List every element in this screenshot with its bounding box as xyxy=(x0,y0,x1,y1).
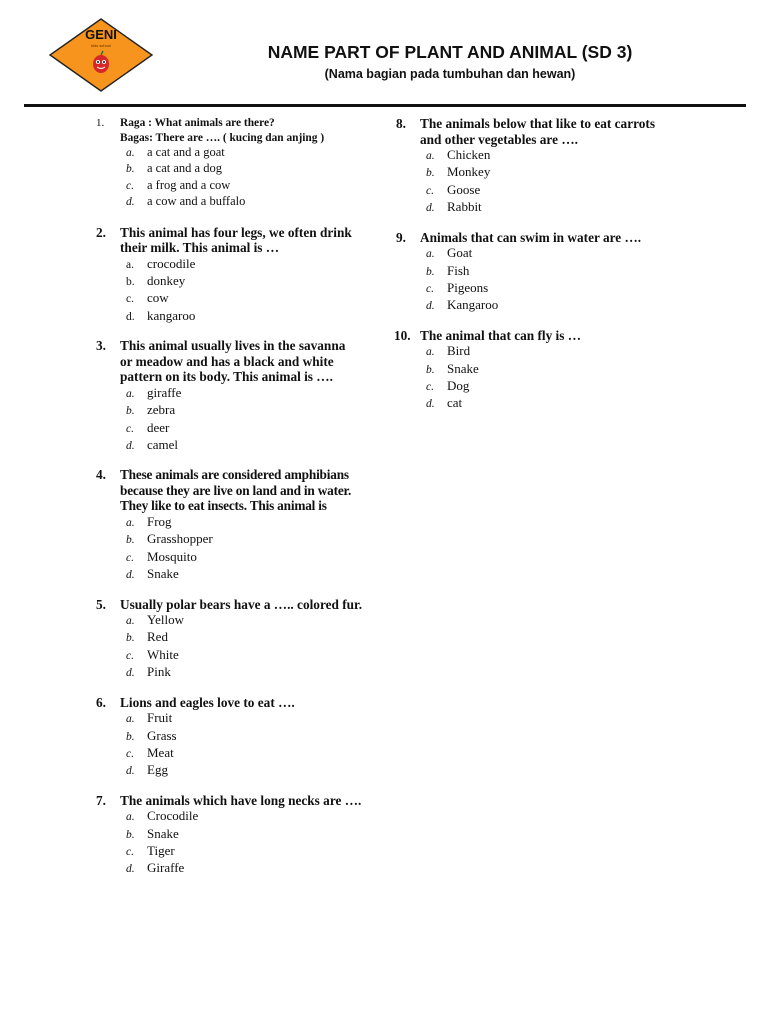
logo-tagline: kids school xyxy=(91,43,111,48)
answer-option[interactable]: b. Monkey xyxy=(426,164,491,180)
question-line: or meadow and has a black and white xyxy=(120,353,334,369)
answer-option[interactable]: c. White xyxy=(126,646,179,662)
answer-option[interactable]: c. Mosquito xyxy=(126,548,197,564)
question-line: because they are live on land and in water. xyxy=(120,482,352,498)
question-line: The animals below that like to eat carrots xyxy=(420,116,656,131)
question-text xyxy=(420,230,686,246)
question-line: They like to eat insects. This animal is xyxy=(120,498,327,514)
answer-options xyxy=(420,245,686,315)
question-text xyxy=(120,597,386,613)
answer-option[interactable]: b. zebra xyxy=(126,402,176,418)
question-8 xyxy=(396,116,686,217)
answer-option[interactable]: a. a cat and a goat xyxy=(126,145,225,159)
question-1 xyxy=(96,116,386,211)
question-text xyxy=(120,467,386,514)
answer-option[interactable]: d. Pink xyxy=(126,664,171,680)
answer-option[interactable]: c. a frog and a cow xyxy=(126,177,231,192)
question-10 xyxy=(396,328,686,413)
question-number: 1. xyxy=(96,117,105,129)
answer-options xyxy=(420,343,686,413)
answer-option[interactable]: c. cow xyxy=(126,290,169,306)
answer-option[interactable]: c. Meat xyxy=(126,744,174,760)
question-7 xyxy=(96,793,386,878)
questions-right-column xyxy=(396,116,686,426)
question-4 xyxy=(96,467,386,583)
question-9 xyxy=(396,230,686,315)
question-number: 4. xyxy=(96,467,106,483)
question-text xyxy=(420,116,686,147)
question-text xyxy=(120,225,386,256)
question-line: Usually polar bears have a ….. colored fur. xyxy=(120,596,363,612)
page-subtitle: (Nama bagian pada tumbuhan dan hewan) xyxy=(324,67,576,81)
question-line: These animals are considered amphibians xyxy=(120,467,349,483)
answer-option[interactable]: c. Dog xyxy=(426,378,470,394)
answer-options xyxy=(420,147,686,217)
question-line: pattern on its body. This animal is …. xyxy=(120,369,333,385)
answer-options xyxy=(120,256,386,326)
answer-option[interactable]: a. crocodile xyxy=(126,255,196,271)
answer-option[interactable]: a. Fruit xyxy=(126,710,173,726)
answer-option[interactable]: d. Rabbit xyxy=(426,199,482,215)
answer-option[interactable]: d. camel xyxy=(126,436,179,452)
answer-option[interactable]: a. Frog xyxy=(126,513,172,529)
answer-option[interactable]: d. a cow and a buffalo xyxy=(126,194,246,209)
answer-option[interactable]: d. Snake xyxy=(126,566,179,582)
answer-options xyxy=(120,808,386,878)
answer-option[interactable]: b. Snake xyxy=(126,825,179,841)
logo-text: GENI xyxy=(85,27,117,42)
question-5 xyxy=(96,597,386,682)
header-divider xyxy=(24,104,746,107)
question-line: and other vegetables are …. xyxy=(420,131,578,147)
answer-options xyxy=(120,145,386,211)
question-3 xyxy=(96,338,386,454)
question-line: This animal usually lives in the savanna xyxy=(120,338,346,354)
question-text xyxy=(420,328,686,344)
answer-option[interactable]: c. Pigeons xyxy=(426,279,489,295)
answer-option[interactable]: d. Egg xyxy=(126,762,168,778)
question-6 xyxy=(96,695,386,780)
question-line: Bagas: There are …. ( kucing dan anjing ) xyxy=(120,131,325,144)
questions-left-column xyxy=(96,116,386,891)
answer-option[interactable]: b. Snake xyxy=(426,360,479,376)
page-title: NAME PART OF PLANT AND ANIMAL (SD 3) xyxy=(267,42,633,62)
answer-option[interactable]: c. deer xyxy=(126,419,170,435)
question-line: Raga : What animals are there? xyxy=(120,117,275,129)
answer-option[interactable]: a. giraffe xyxy=(126,384,182,400)
answer-options xyxy=(120,514,386,584)
question-line: This animal has four legs, we often drink xyxy=(120,224,352,240)
question-number: 3. xyxy=(96,338,106,354)
answer-option[interactable]: b. Grass xyxy=(126,727,177,743)
answer-option[interactable]: d. kangaroo xyxy=(126,307,196,323)
question-line: Animals that can swim in water are …. xyxy=(420,229,642,245)
answer-option[interactable]: a. Chicken xyxy=(426,147,491,162)
question-line: their milk. This animal is … xyxy=(120,240,280,256)
question-number: 5. xyxy=(96,596,106,612)
question-number: 8. xyxy=(396,116,406,131)
question-line: The animal that can fly is … xyxy=(420,327,582,343)
answer-option[interactable]: a. Yellow xyxy=(126,612,184,627)
question-text xyxy=(120,793,386,809)
question-text xyxy=(120,338,386,385)
answer-options xyxy=(120,710,386,780)
answer-option[interactable]: c. Tiger xyxy=(126,843,175,859)
answer-option[interactable]: a. Crocodile xyxy=(126,808,199,824)
question-2 xyxy=(96,225,386,326)
answer-option[interactable]: d. cat xyxy=(426,395,463,411)
answer-option[interactable]: d. Giraffe xyxy=(126,860,185,876)
answer-option[interactable]: b. donkey xyxy=(126,273,186,289)
answer-option[interactable]: b. Red xyxy=(126,629,168,645)
question-number: 6. xyxy=(96,694,106,710)
answer-option[interactable]: b. Grasshopper xyxy=(126,531,213,547)
answer-option[interactable]: b. Fish xyxy=(426,262,470,278)
question-number: 10. xyxy=(394,327,411,343)
answer-options xyxy=(120,385,386,455)
question-text xyxy=(120,695,386,711)
question-line: The animals which have long necks are …. xyxy=(120,792,362,808)
answer-option[interactable]: a. Goat xyxy=(426,245,473,261)
question-number: 7. xyxy=(96,792,106,808)
question-number: 9. xyxy=(396,229,406,245)
answer-option[interactable]: c. Goose xyxy=(426,181,481,197)
answer-options xyxy=(120,612,386,682)
answer-option[interactable]: d. Kangaroo xyxy=(426,297,499,313)
answer-option[interactable]: b. a cat and a dog xyxy=(126,161,222,176)
question-number: 2. xyxy=(96,224,106,240)
question-text xyxy=(120,116,386,145)
geni-logo xyxy=(48,18,154,92)
answer-option[interactable]: a. Bird xyxy=(426,343,471,359)
question-line: Lions and eagles love to eat …. xyxy=(120,694,295,710)
